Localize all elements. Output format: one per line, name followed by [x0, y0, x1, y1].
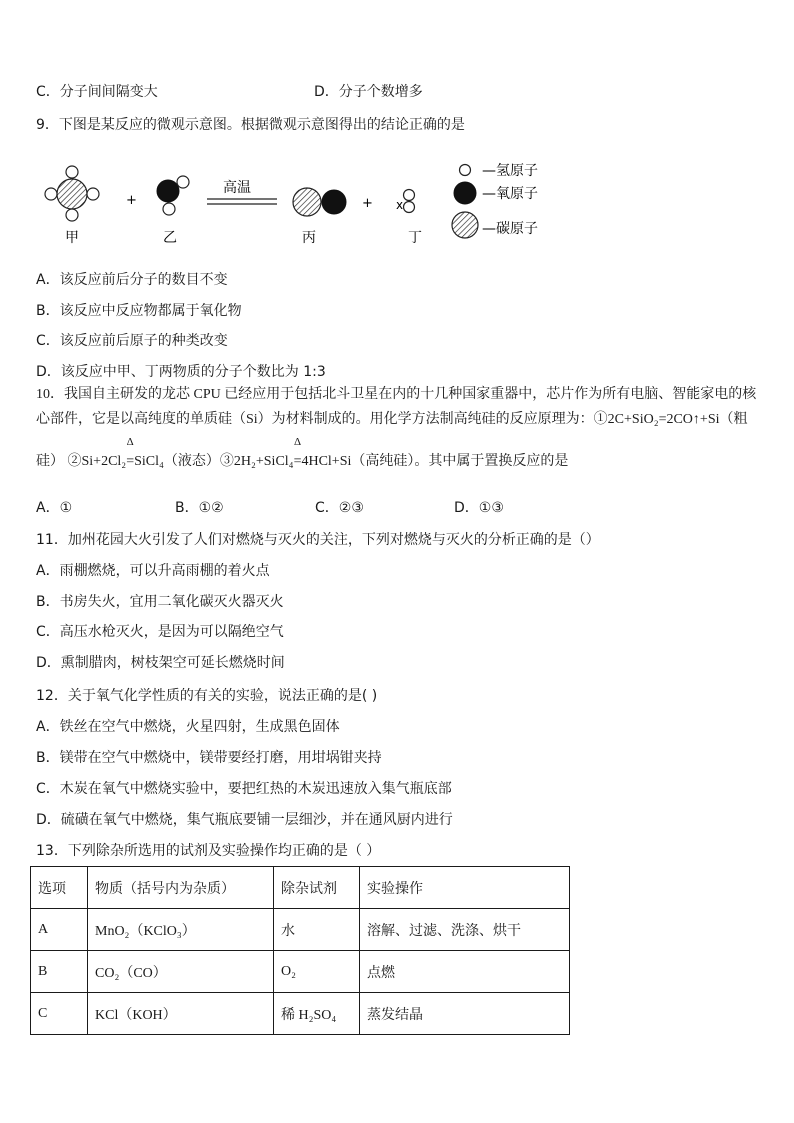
molecule-jia-icon: [45, 166, 99, 221]
legend-carbon: —碳原子: [482, 221, 538, 237]
q10-option-b: B．①②: [175, 500, 224, 516]
legend-hydrogen: —氢原子: [482, 163, 538, 179]
table-cell: A: [31, 909, 88, 951]
q13-stem: 13．下列除杂所选用的试剂及实验操作均正确的是（ ）: [36, 843, 381, 859]
legend: [452, 163, 538, 238]
q9-option-d: D．该反应中甲、丁两物质的分子个数比为 1:3: [36, 364, 326, 380]
table-cell: CO₂（CO）: [88, 951, 274, 993]
table-cell: 稀 H₂SO₄: [274, 993, 360, 1035]
q11-option-b: B．书房失火，宜用二氧化碳灭火器灭火: [36, 594, 284, 610]
q8-option-c: C．分子间间隔变大: [36, 84, 158, 100]
equals-heat-1: = Δ: [126, 436, 135, 469]
q11-option-c: C．高压水枪灭火，是因为可以隔绝空气: [36, 624, 284, 640]
q11-stem: 11．加州花园大火引发了人们对燃烧与灭火的关注，下列对燃烧与灭火的分析正确的是（）: [36, 532, 600, 548]
oxygen-atom-icon: [454, 182, 476, 204]
q10-line-1: 10．我国自主研发的龙芯 CPU 已经应用于包括北斗卫星在内的十几种国家重器中，芯片作为所有电脑、智能家电的核: [36, 387, 757, 402]
molecule-ding-icon: [404, 190, 415, 213]
q9-option-b: B．该反应中反应物都属于氧化物: [36, 303, 242, 319]
label-bing: 丙: [302, 230, 316, 246]
q9-option-a: A．该反应前后分子的数目不变: [36, 272, 228, 288]
table-cell: O₂: [274, 951, 360, 993]
table-row: [31, 951, 570, 993]
hydrogen-atom-icon: [460, 165, 471, 176]
q10-option-c: C．②③: [315, 500, 364, 516]
reaction-diagram: [0, 150, 794, 260]
label-ding: 丁: [408, 230, 422, 246]
q10-option-d: D．①③: [454, 500, 504, 516]
q10-line-2: 心部件，它是以高纯度的单质硅（Si）为材料制成的。用化学方法制高纯硅的反应原理为：①2C+SiO₂=2CO↑+Si（粗: [36, 412, 748, 427]
table-cell: B: [31, 951, 88, 993]
molecule-yi-icon: [157, 176, 189, 215]
q9-option-c: C．该反应前后原子的种类改变: [36, 333, 228, 349]
table-cell: 溶解、过滤、洗涤、烘干: [360, 909, 570, 951]
q12-option-d: D．硫磺在氧气中燃烧，集气瓶底要铺一层细沙，并在通风厨内进行: [36, 812, 453, 828]
label-yi: 乙: [163, 230, 177, 246]
q9-stem: 9．下图是某反应的微观示意图。根据微观示意图得出的结论正确的是: [36, 117, 465, 133]
q13-table: [30, 866, 570, 1035]
q10-line-3: 硅） ②Si+2Cl₂= Δ SiCl₄（液态）③2H₂+SiCl₄= Δ 4HCl+Si（高纯硅）。其中属于置换反应的是: [36, 452, 568, 472]
q12-option-c: C．木炭在氧气中燃烧实验中，要把红热的木炭迅速放入集气瓶底部: [36, 781, 452, 797]
plus-sign-2: +: [362, 196, 373, 211]
table-cell: 蒸发结晶: [360, 993, 570, 1035]
q8-option-d: D．分子个数增多: [314, 84, 423, 100]
q11-option-d: D．熏制腊肉，树枝架空可延长燃烧时间: [36, 655, 285, 671]
table-cell: C: [31, 993, 88, 1035]
legend-oxygen: —氧原子: [482, 186, 538, 202]
table-cell: KCl（KOH）: [88, 993, 274, 1035]
equals-heat-2: = Δ: [293, 436, 302, 469]
label-jia: 甲: [65, 230, 79, 246]
table-cell: 点燃: [360, 951, 570, 993]
q12-stem: 12．关于氧气化学性质的有关的实验，说法正确的是( ): [36, 688, 378, 704]
header-cell: 除杂试剂: [274, 867, 360, 909]
q12-option-a: A．铁丝在空气中燃烧，火星四射，生成黑色固体: [36, 719, 340, 735]
header-cell: 实验操作: [360, 867, 570, 909]
carbon-atom-icon: [452, 212, 478, 238]
q11-option-a: A．雨棚燃烧，可以升高雨棚的着火点: [36, 563, 270, 579]
q10-option-a: A．①: [36, 500, 73, 516]
table-cell: MnO₂（KClO₃）: [88, 909, 274, 951]
plus-sign-1: +: [126, 193, 137, 208]
header-cell: 选项: [31, 867, 88, 909]
table-row: [31, 993, 570, 1035]
header-cell: 物质（括号内为杂质）: [88, 867, 274, 909]
table-row: [31, 909, 570, 951]
q12-option-b: B．镁带在空气中燃烧中，镁带要经打磨，用坩埚钳夹持: [36, 750, 382, 766]
table-header-row: [31, 867, 570, 909]
coefficient-x: x: [396, 198, 404, 212]
molecule-bing-icon: [293, 188, 346, 216]
reaction-condition: 高温: [223, 180, 251, 196]
table-cell: 水: [274, 909, 360, 951]
